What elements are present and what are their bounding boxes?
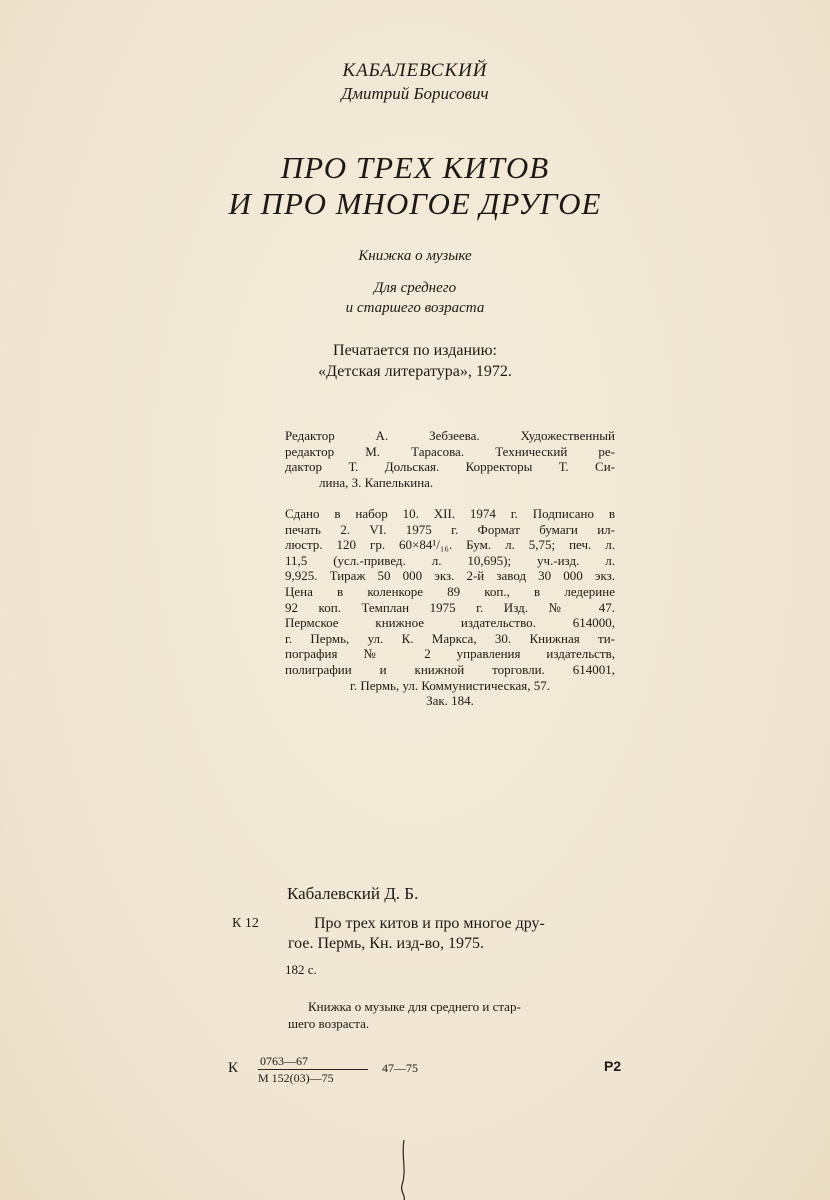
editorial-credits (285, 428, 615, 490)
fraction-denominator: М 152(03)—75 (258, 1071, 334, 1085)
imprint-line: г. Пермь, ул. Коммунистическая, 57. (350, 677, 550, 693)
imprint-line: 11,5 (усл.-привед. л. 10,695); уч.-изд. л. (285, 552, 615, 568)
imprint-line: 9,925. Тираж 50 000 экз. 2-й завод 30 000 экз. (285, 568, 615, 584)
credits-line: редактор М. Тарасова. Технический ре- (285, 443, 615, 459)
fraction-numerator: 0763—67 (258, 1053, 368, 1070)
imprint-line: Сдано в набор 10. XII. 1974 г. Подписано в (285, 506, 615, 521)
credits-line: дактор Т. Дольская. Корректоры Т. Си- (285, 459, 615, 475)
catalog-card-note (288, 998, 618, 1032)
imprint-line: Цена в коленкоре 89 коп., в ледерине (285, 583, 615, 599)
author-surname: КАБАЛЕВСКИЙ (342, 60, 488, 81)
edition-note (0, 340, 830, 382)
catalog-desc-line: гое. Пермь, Кн. изд-во, 1975. (288, 935, 485, 952)
author-given-name: Дмитрий Борисович (341, 84, 489, 103)
order-number: Зак. 184. (426, 693, 474, 709)
classification-letter: К (228, 1060, 239, 1076)
imprint-line: 92 коп. Темплан 1975 г. Изд. № 47. (285, 599, 615, 615)
catalog-note-line: Книжка о музыке для среднего и стар- (308, 999, 521, 1014)
title-line-2: И ПРО МНОГОЕ ДРУГОЕ (228, 186, 602, 221)
imprint-line: пография № 2 управления издательств, (285, 646, 615, 662)
catalog-note-line: шего возраста. (288, 1016, 370, 1031)
classification-fraction (258, 1053, 368, 1086)
classification-tail: 47—75 (382, 1061, 418, 1075)
imprint-line: Пермское книжное издательство. 614000, (285, 615, 615, 631)
book-title (0, 150, 830, 222)
edition-line-1: Печатается по изданию: (333, 342, 497, 359)
credits-line: лина, З. Капелькина. (319, 474, 434, 490)
pencil-mark-icon (398, 1140, 412, 1200)
catalog-card-author: Кабалевский Д. Б. (287, 884, 419, 903)
audience (0, 278, 830, 318)
catalog-card-index: К 12 (232, 916, 259, 931)
imprint-line: печать 2. VI. 1975 г. Формат бумаги ил- (285, 521, 615, 537)
catalog-card-description (288, 914, 618, 954)
classification-class: Р2 (604, 1058, 622, 1074)
catalog-card-pages: 182 с. (285, 962, 317, 977)
catalog-desc-line: Про трех китов и про многое дру- (314, 915, 545, 932)
imprint-line: г. Пермь, ул. К. Маркса, 30. Книжная ти- (285, 630, 615, 646)
book-subtitle: Книжка о музыке (358, 248, 472, 264)
audience-line-2: и старшего возраста (345, 300, 485, 316)
imprint-line: люстр. 120 гр. 60×84¹/₁₆. Бум. л. 5,75; печ. л. (285, 537, 615, 553)
edition-line-2: «Детская литература», 1972. (318, 363, 512, 380)
title-line-1: ПРО ТРЕХ КИТОВ (280, 150, 550, 185)
imprint-line: полиграфии и книжной торговли. 614001, (285, 661, 615, 677)
imprint-details (285, 506, 615, 709)
credits-line: Редактор А. Зебзеева. Художественный (285, 428, 615, 443)
audience-line-1: Для среднего (373, 280, 457, 296)
